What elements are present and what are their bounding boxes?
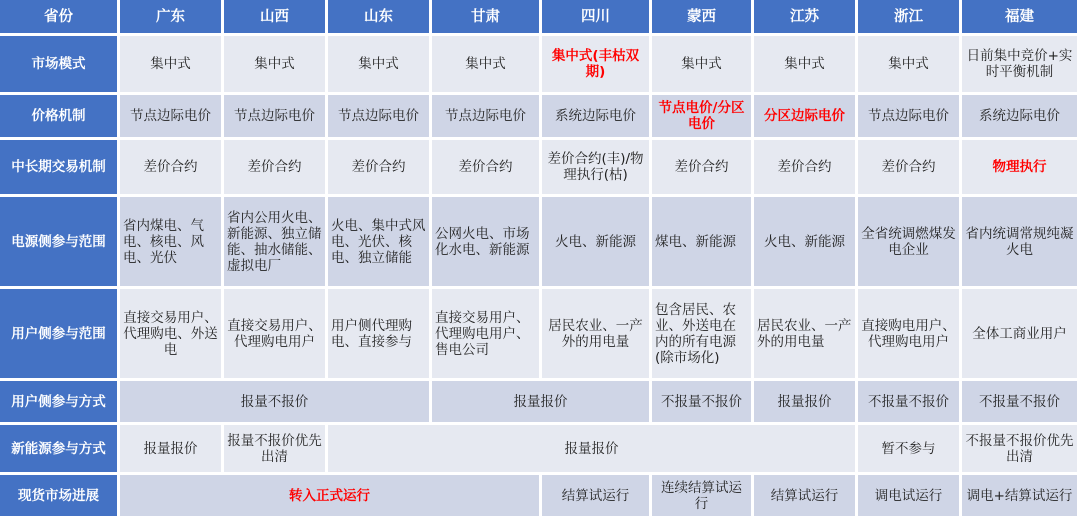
cell-price-mechanism-mengxi: 节点电价/分区电价	[652, 95, 754, 140]
row-price-mechanism	[0, 95, 1080, 140]
cell-user-mode-mengxi: 不报量不报价	[652, 381, 754, 425]
cell-user-mode-fujian: 不报量不报价	[962, 381, 1080, 425]
header-cell-gansu: 甘肃	[432, 0, 542, 36]
cell-gen-scope-zhejiang: 全省统调燃煤发电企业	[858, 197, 962, 289]
cell-market-mode-fujian: 日前集中竞价+实时平衡机制	[962, 36, 1080, 95]
header-cell-shanxi: 山西	[224, 0, 328, 36]
cell-gen-scope-shanxi: 省内公用火电、新能源、独立储能、抽水储能、虚拟电厂	[224, 197, 328, 289]
row-label-price-mechanism: 价格机制	[0, 95, 120, 140]
cell-gen-scope-shandong: 火电、集中式风电、光伏、核电、独立储能	[328, 197, 432, 289]
cell-spot-progress-fujian: 调电+结算试运行	[962, 475, 1080, 519]
cell-market-mode-guangdong: 集中式	[120, 36, 224, 95]
cell-market-mode-shandong: 集中式	[328, 36, 432, 95]
cell-user-scope-jiangsu: 居民农业、一产外的用电量	[754, 289, 858, 381]
row-label-spot-progress: 现货市场进展	[0, 475, 120, 519]
cell-price-mechanism-jiangsu: 分区边际电价	[754, 95, 858, 140]
cell-mid-long-term-fujian: 物理执行	[962, 140, 1080, 197]
cell-price-mechanism-guangdong: 节点边际电价	[120, 95, 224, 140]
header-row	[0, 0, 1080, 36]
row-label-market-mode: 市场模式	[0, 36, 120, 95]
cell-user-scope-shandong: 用户侧代理购电、直接参与	[328, 289, 432, 381]
row-label-gen-scope: 电源侧参与范围	[0, 197, 120, 289]
cell-spot-progress-zhejiang: 调电试运行	[858, 475, 962, 519]
cell-gen-scope-fujian: 省内统调常规纯凝火电	[962, 197, 1080, 289]
cell-spot-progress-sichuan: 结算试运行	[542, 475, 652, 519]
cell-price-mechanism-shanxi: 节点边际电价	[224, 95, 328, 140]
cell-renewable-mode-shanxi: 报量不报价优先出清	[224, 425, 328, 475]
header-cell-zhejiang: 浙江	[858, 0, 962, 36]
row-gen-scope	[0, 197, 1080, 289]
header-cell-sichuan: 四川	[542, 0, 652, 36]
cell-spot-progress-gd-to-gs: 转入正式运行	[120, 475, 542, 519]
header-cell-mengxi: 蒙西	[652, 0, 754, 36]
cell-price-mechanism-gansu: 节点边际电价	[432, 95, 542, 140]
cell-mid-long-term-sichuan: 差价合约(丰)/物理执行(枯)	[542, 140, 652, 197]
cell-mid-long-term-jiangsu: 差价合约	[754, 140, 858, 197]
cell-user-scope-fujian: 全体工商业用户	[962, 289, 1080, 381]
cell-user-scope-gansu: 直接交易用户、代理购电用户、售电公司	[432, 289, 542, 381]
cell-user-scope-zhejiang: 直接购电用户、代理购电用户	[858, 289, 962, 381]
cell-renewable-mode-guangdong: 报量报价	[120, 425, 224, 475]
row-label-renewable-mode: 新能源参与方式	[0, 425, 120, 475]
cell-user-mode-zhejiang: 不报量不报价	[858, 381, 962, 425]
cell-user-mode-gs-sc: 报量报价	[432, 381, 652, 425]
cell-gen-scope-guangdong: 省内煤电、气电、核电、风电、光伏	[120, 197, 224, 289]
cell-market-mode-jiangsu: 集中式	[754, 36, 858, 95]
cell-user-scope-guangdong: 直接交易用户、代理购电、外送电	[120, 289, 224, 381]
header-cell-fujian: 福建	[962, 0, 1080, 36]
row-label-user-mode: 用户侧参与方式	[0, 381, 120, 425]
cell-renewable-mode-sd-to-js: 报量报价	[328, 425, 858, 475]
cell-market-mode-sichuan: 集中式(丰枯双期)	[542, 36, 652, 95]
header-cell-province: 省份	[0, 0, 120, 36]
cell-market-mode-zhejiang: 集中式	[858, 36, 962, 95]
cell-user-mode-gd-sx-sd: 报量不报价	[120, 381, 432, 425]
row-label-user-scope: 用户侧参与范围	[0, 289, 120, 381]
row-label-mid-long-term: 中长期交易机制	[0, 140, 120, 197]
row-mid-long-term	[0, 140, 1080, 197]
cell-price-mechanism-zhejiang: 节点边际电价	[858, 95, 962, 140]
cell-user-mode-jiangsu: 报量报价	[754, 381, 858, 425]
cell-spot-progress-mengxi: 连续结算试运行	[652, 475, 754, 519]
cell-market-mode-shanxi: 集中式	[224, 36, 328, 95]
header-cell-guangdong: 广东	[120, 0, 224, 36]
row-market-mode	[0, 36, 1080, 95]
cell-price-mechanism-sichuan: 系统边际电价	[542, 95, 652, 140]
row-renewable-mode	[0, 425, 1080, 475]
cell-mid-long-term-shanxi: 差价合约	[224, 140, 328, 197]
cell-market-mode-gansu: 集中式	[432, 36, 542, 95]
cell-user-scope-shanxi: 直接交易用户、代理购电用户	[224, 289, 328, 381]
header-cell-jiangsu: 江苏	[754, 0, 858, 36]
cell-gen-scope-jiangsu: 火电、新能源	[754, 197, 858, 289]
row-spot-progress	[0, 475, 1080, 519]
cell-price-mechanism-fujian: 系统边际电价	[962, 95, 1080, 140]
cell-mid-long-term-gansu: 差价合约	[432, 140, 542, 197]
cell-renewable-mode-fujian: 不报量不报价优先出清	[962, 425, 1080, 475]
cell-gen-scope-mengxi: 煤电、新能源	[652, 197, 754, 289]
cell-price-mechanism-shandong: 节点边际电价	[328, 95, 432, 140]
cell-gen-scope-sichuan: 火电、新能源	[542, 197, 652, 289]
cell-spot-progress-jiangsu: 结算试运行	[754, 475, 858, 519]
header-cell-shandong: 山东	[328, 0, 432, 36]
cell-user-scope-mengxi: 包含居民、农业、外送电在内的所有电源(除市场化)	[652, 289, 754, 381]
cell-renewable-mode-zhejiang: 暂不参与	[858, 425, 962, 475]
cell-mid-long-term-mengxi: 差价合约	[652, 140, 754, 197]
row-user-scope	[0, 289, 1080, 381]
cell-user-scope-sichuan: 居民农业、一产外的用电量	[542, 289, 652, 381]
cell-gen-scope-gansu: 公网火电、市场化水电、新能源	[432, 197, 542, 289]
row-user-mode	[0, 381, 1080, 425]
cell-mid-long-term-guangdong: 差价合约	[120, 140, 224, 197]
cell-market-mode-mengxi: 集中式	[652, 36, 754, 95]
cell-mid-long-term-shandong: 差价合约	[328, 140, 432, 197]
cell-mid-long-term-zhejiang: 差价合约	[858, 140, 962, 197]
